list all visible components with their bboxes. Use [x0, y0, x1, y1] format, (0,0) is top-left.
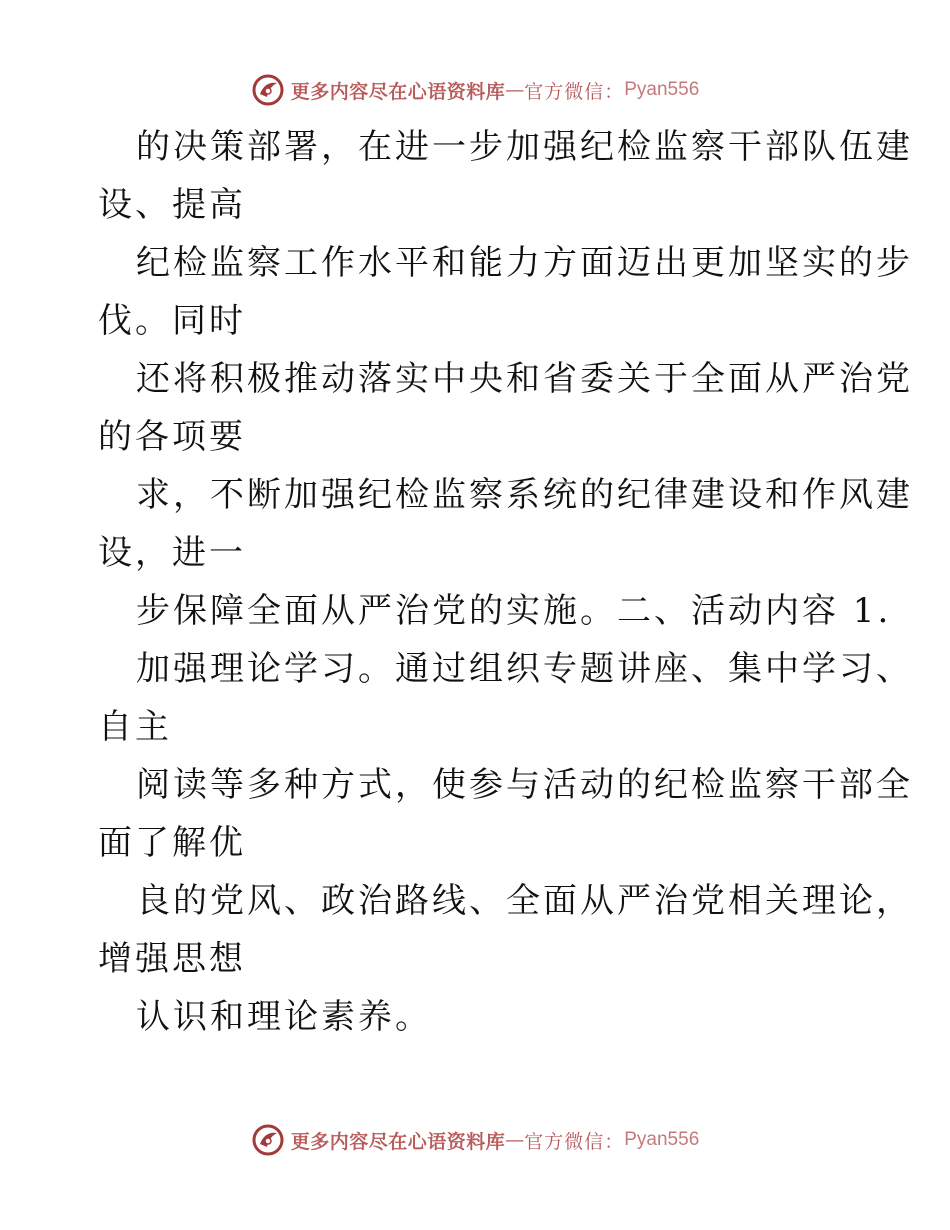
- text-line: 设，进一: [98, 533, 246, 573]
- footer-wechat-id: Pyan556: [624, 1129, 700, 1150]
- text-line: 求，不断加强纪检监察系统的纪律建设和作风建: [136, 475, 913, 515]
- header-wechat-label: 官方微信：: [524, 80, 625, 103]
- text-line: 的各项要: [98, 417, 246, 457]
- text-line: 面了解优: [98, 823, 246, 863]
- footer-site-text: 更多内容尽在心语资料库: [290, 1130, 506, 1153]
- text-line: 阅读等多种方式，使参与活动的纪检监察干部全: [136, 765, 913, 805]
- header-banner: [0, 70, 950, 110]
- header-separator: —: [505, 79, 525, 101]
- text-line: 的决策部署，在进一步加强纪检监察干部队伍建: [136, 127, 913, 167]
- text-line: 认识和理论素养。: [136, 997, 432, 1037]
- document-body: [98, 118, 913, 1046]
- swirl-logo-icon: [251, 1123, 285, 1157]
- swirl-logo-icon: [251, 73, 285, 107]
- text-line: 良的党风、政治路线、全面从严治党相关理论，: [136, 881, 913, 921]
- footer-separator: —: [505, 1129, 525, 1151]
- text-line: 步保障全面从严治党的实施。二、活动内容 1.: [136, 591, 892, 631]
- footer-banner: [0, 1120, 950, 1160]
- text-line: 伐。同时: [98, 301, 246, 341]
- text-line: 设、提高: [98, 185, 246, 225]
- header-site-text: 更多内容尽在心语资料库: [290, 80, 506, 103]
- text-line: 纪检监察工作水平和能力方面迈出更加坚实的步: [136, 243, 913, 283]
- text-line: 自主: [98, 707, 172, 747]
- footer-wechat-label: 官方微信：: [524, 1130, 625, 1153]
- text-line: 加强理论学习。通过组织专题讲座、集中学习、: [136, 649, 913, 689]
- text-line: 增强思想: [98, 939, 246, 979]
- text-line: 还将积极推动落实中央和省委关于全面从严治党: [136, 359, 913, 399]
- header-wechat-id: Pyan556: [624, 79, 700, 100]
